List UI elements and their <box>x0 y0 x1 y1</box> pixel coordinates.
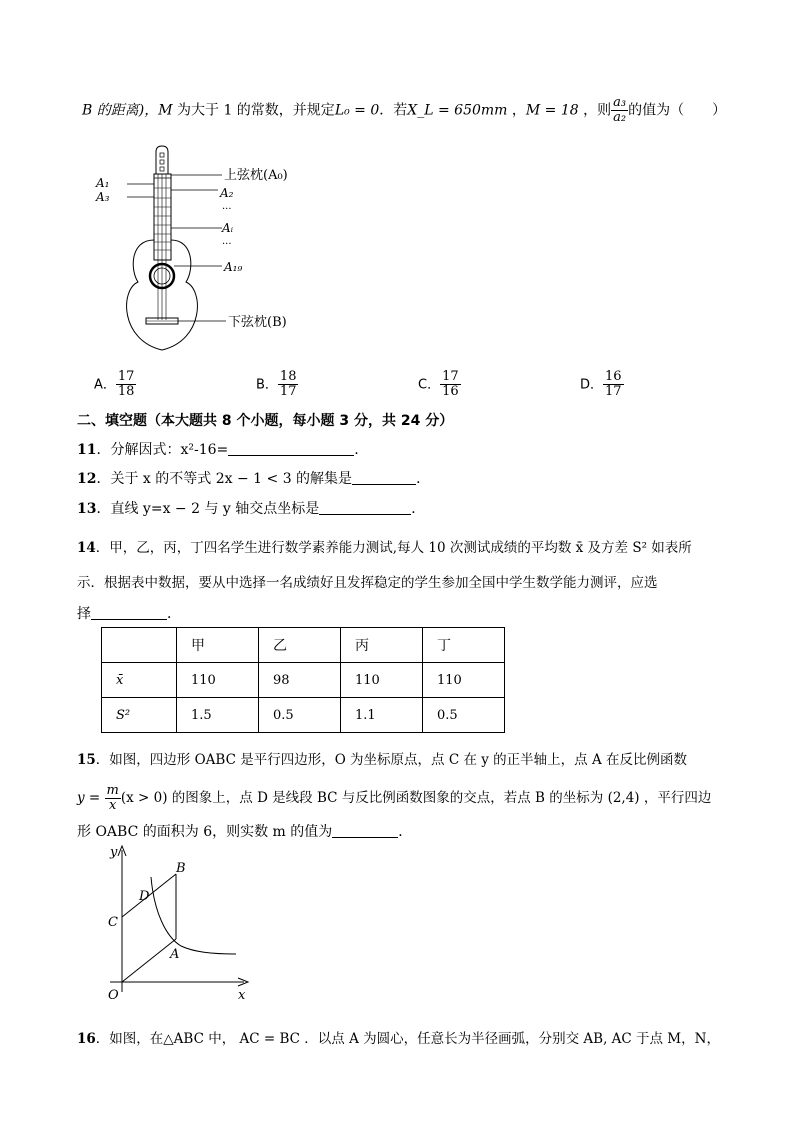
guitar-figure <box>90 140 320 365</box>
option-d[interactable] <box>580 370 624 399</box>
q16-text: ．如图，在△ABC 中， AC = BC ．以点 A 为圆心，任意长为半径画弧，分别交 AB, AC 于点 M，N， <box>95 1031 720 1047</box>
label-a: A <box>170 947 180 962</box>
option-a-den: 18 <box>117 384 135 399</box>
q15-text-1: ．如图，四边形 OABC 是平行四边形，O 为坐标原点，点 C 在 y 的正半轴上，点 A 在反比例函数 <box>95 752 688 768</box>
q15-fraction <box>105 784 121 813</box>
q10-stem-pre: B 的距离)， <box>82 102 159 119</box>
label-ai: Aᵢ <box>222 221 234 235</box>
q15-text-2: (x > 0) 的图象上，点 D 是线段 BC 与反比例函数图象的交点，若点 B 的坐标为 (2,4) ，平行四边 <box>120 790 712 806</box>
table-row <box>102 698 505 733</box>
q12-answer-blank[interactable] <box>352 470 416 485</box>
option-a-num: 17 <box>117 369 135 384</box>
q11-answer-blank[interactable] <box>228 441 354 456</box>
section-2-title: 二、填空题（本大题共 8 个小题，每小题 3 分，共 24 分） <box>77 413 454 429</box>
q15-frac-den: x <box>109 798 117 813</box>
table-header-cell: 甲 <box>177 628 259 663</box>
q16-number: 16 <box>77 1031 96 1047</box>
table-cell: 110 <box>341 663 423 698</box>
q15-answer-blank[interactable] <box>332 823 398 838</box>
option-c-letter: C． <box>418 377 441 393</box>
q10-cond1: L₀ = 0 <box>334 102 380 119</box>
option-c[interactable] <box>418 370 461 399</box>
table-row <box>102 663 505 698</box>
hyperbola-curve <box>151 877 236 954</box>
option-c-den: 16 <box>442 384 459 399</box>
table-header-cell: 乙 <box>259 628 341 663</box>
q14-line-2: 示．根据表中数据，要从中选择一名成绩好且发挥稳定的学生参加全国中学生数学能力测评，应选 <box>77 575 658 591</box>
label-lower-nut: 下弦枕(B) <box>228 315 287 330</box>
q13-end: ． <box>411 501 426 517</box>
label-a1: A₁ <box>96 176 110 190</box>
option-a-letter: A． <box>94 377 116 393</box>
label-a19: A₁₉ <box>224 260 243 274</box>
segment-oa <box>122 939 176 982</box>
table-cell: 1.1 <box>341 698 423 733</box>
q15-end: ． <box>398 824 413 840</box>
guitar-neck <box>154 174 171 260</box>
label-c: C <box>108 915 118 930</box>
table-header-row <box>102 628 505 663</box>
option-d-den: 17 <box>605 384 622 399</box>
q15-number: 15 <box>77 752 96 768</box>
option-d-letter: D． <box>580 377 604 393</box>
option-a[interactable] <box>94 370 136 399</box>
q15-line-1 <box>77 748 687 768</box>
table-cell: 110 <box>423 663 505 698</box>
label-upper-nut: 上弦枕(A₀) <box>224 168 288 183</box>
q12 <box>77 468 430 488</box>
option-b-fraction <box>278 370 299 399</box>
q10-fraction <box>611 96 628 125</box>
q10-frac-num: a₃ <box>613 95 627 110</box>
q15-frac-num: m <box>106 783 119 798</box>
q14-text-3: 择 <box>77 606 91 622</box>
table-cell: 98 <box>259 663 341 698</box>
q11-end: . <box>354 442 359 458</box>
q14-table <box>101 627 505 733</box>
q10-stem <box>82 96 726 125</box>
q13-number: 13 <box>77 501 97 517</box>
option-b-den: 17 <box>279 384 297 399</box>
q13 <box>77 498 425 518</box>
q14-end: ． <box>167 606 181 622</box>
label-dots-2: ··· <box>222 239 232 250</box>
q15-line-2 <box>77 784 711 813</box>
q12-text: ．关于 x 的不等式 2x − 1 < 3 的解集是 <box>96 471 353 487</box>
q13-answer-blank[interactable] <box>319 500 411 515</box>
label-y: y <box>110 845 118 860</box>
table-cell: 110 <box>177 663 259 698</box>
label-b: B <box>176 861 186 876</box>
q14-answer-blank[interactable] <box>91 605 167 620</box>
q10-stem-mid1: 为大于 1 的常数，并规定 <box>172 102 335 119</box>
option-c-fraction <box>440 370 461 399</box>
option-b-letter: B． <box>256 377 278 393</box>
q14-line-1 <box>77 536 692 556</box>
q10-stem-mid3: ， <box>507 102 526 119</box>
label-d: D <box>139 889 150 904</box>
option-c-num: 17 <box>442 369 459 384</box>
q15-text-3: 形 OABC 的面积为 6，则实数 m 的值为 <box>77 824 333 840</box>
q10-stem-mid4: ，则 <box>578 102 612 119</box>
q14-number: 14 <box>77 540 96 556</box>
table-cell: 0.5 <box>423 698 505 733</box>
q16 <box>77 1027 720 1047</box>
q12-end: ． <box>416 471 431 487</box>
table-header-cell <box>102 628 177 663</box>
option-b[interactable] <box>256 370 298 399</box>
q10-frac-den: a₂ <box>613 110 627 125</box>
q10-stem-end: 的值为（ ） <box>628 102 727 119</box>
table-cell: x̄ <box>102 663 177 698</box>
q11-text: ．分解因式：x²-16= <box>96 442 229 458</box>
q15-func-pre: y = <box>77 790 105 806</box>
q14-text-1: ．甲，乙，丙，丁四名学生进行数学素养能力测试,每人 10 次测试成绩的平均数 x̄ 及方差 S² 如表所 <box>95 540 692 556</box>
q13-text: ．直线 y=x − 2 与 y 轴交点坐标是 <box>96 501 320 517</box>
label-a3: A₃ <box>96 190 110 204</box>
label-a2: A₂ <box>220 186 234 200</box>
table-cell: S² <box>102 698 177 733</box>
option-d-fraction <box>603 370 624 399</box>
table-header-cell: 丁 <box>423 628 505 663</box>
table-cell: 0.5 <box>259 698 341 733</box>
q11 <box>77 439 359 459</box>
label-x: x <box>238 988 246 1003</box>
q12-number: 12 <box>77 471 97 487</box>
q10-stem-mid2: ．若 <box>379 102 408 119</box>
label-dots-1: ··· <box>222 204 232 215</box>
q11-number: 11 <box>77 442 97 458</box>
q15-figure <box>96 842 260 1008</box>
table-cell: 1.5 <box>177 698 259 733</box>
q14-line-3 <box>77 603 181 623</box>
table-header-cell: 丙 <box>341 628 423 663</box>
q15-line-3 <box>77 821 412 841</box>
q10-var-m: M <box>158 102 173 119</box>
label-o: O <box>108 988 119 1003</box>
q10-cond2: X_L = 650mm <box>407 102 508 119</box>
option-b-num: 18 <box>279 369 297 384</box>
q10-cond3: M = 18 <box>525 102 579 119</box>
option-d-num: 16 <box>605 369 622 384</box>
option-a-fraction <box>116 370 137 399</box>
